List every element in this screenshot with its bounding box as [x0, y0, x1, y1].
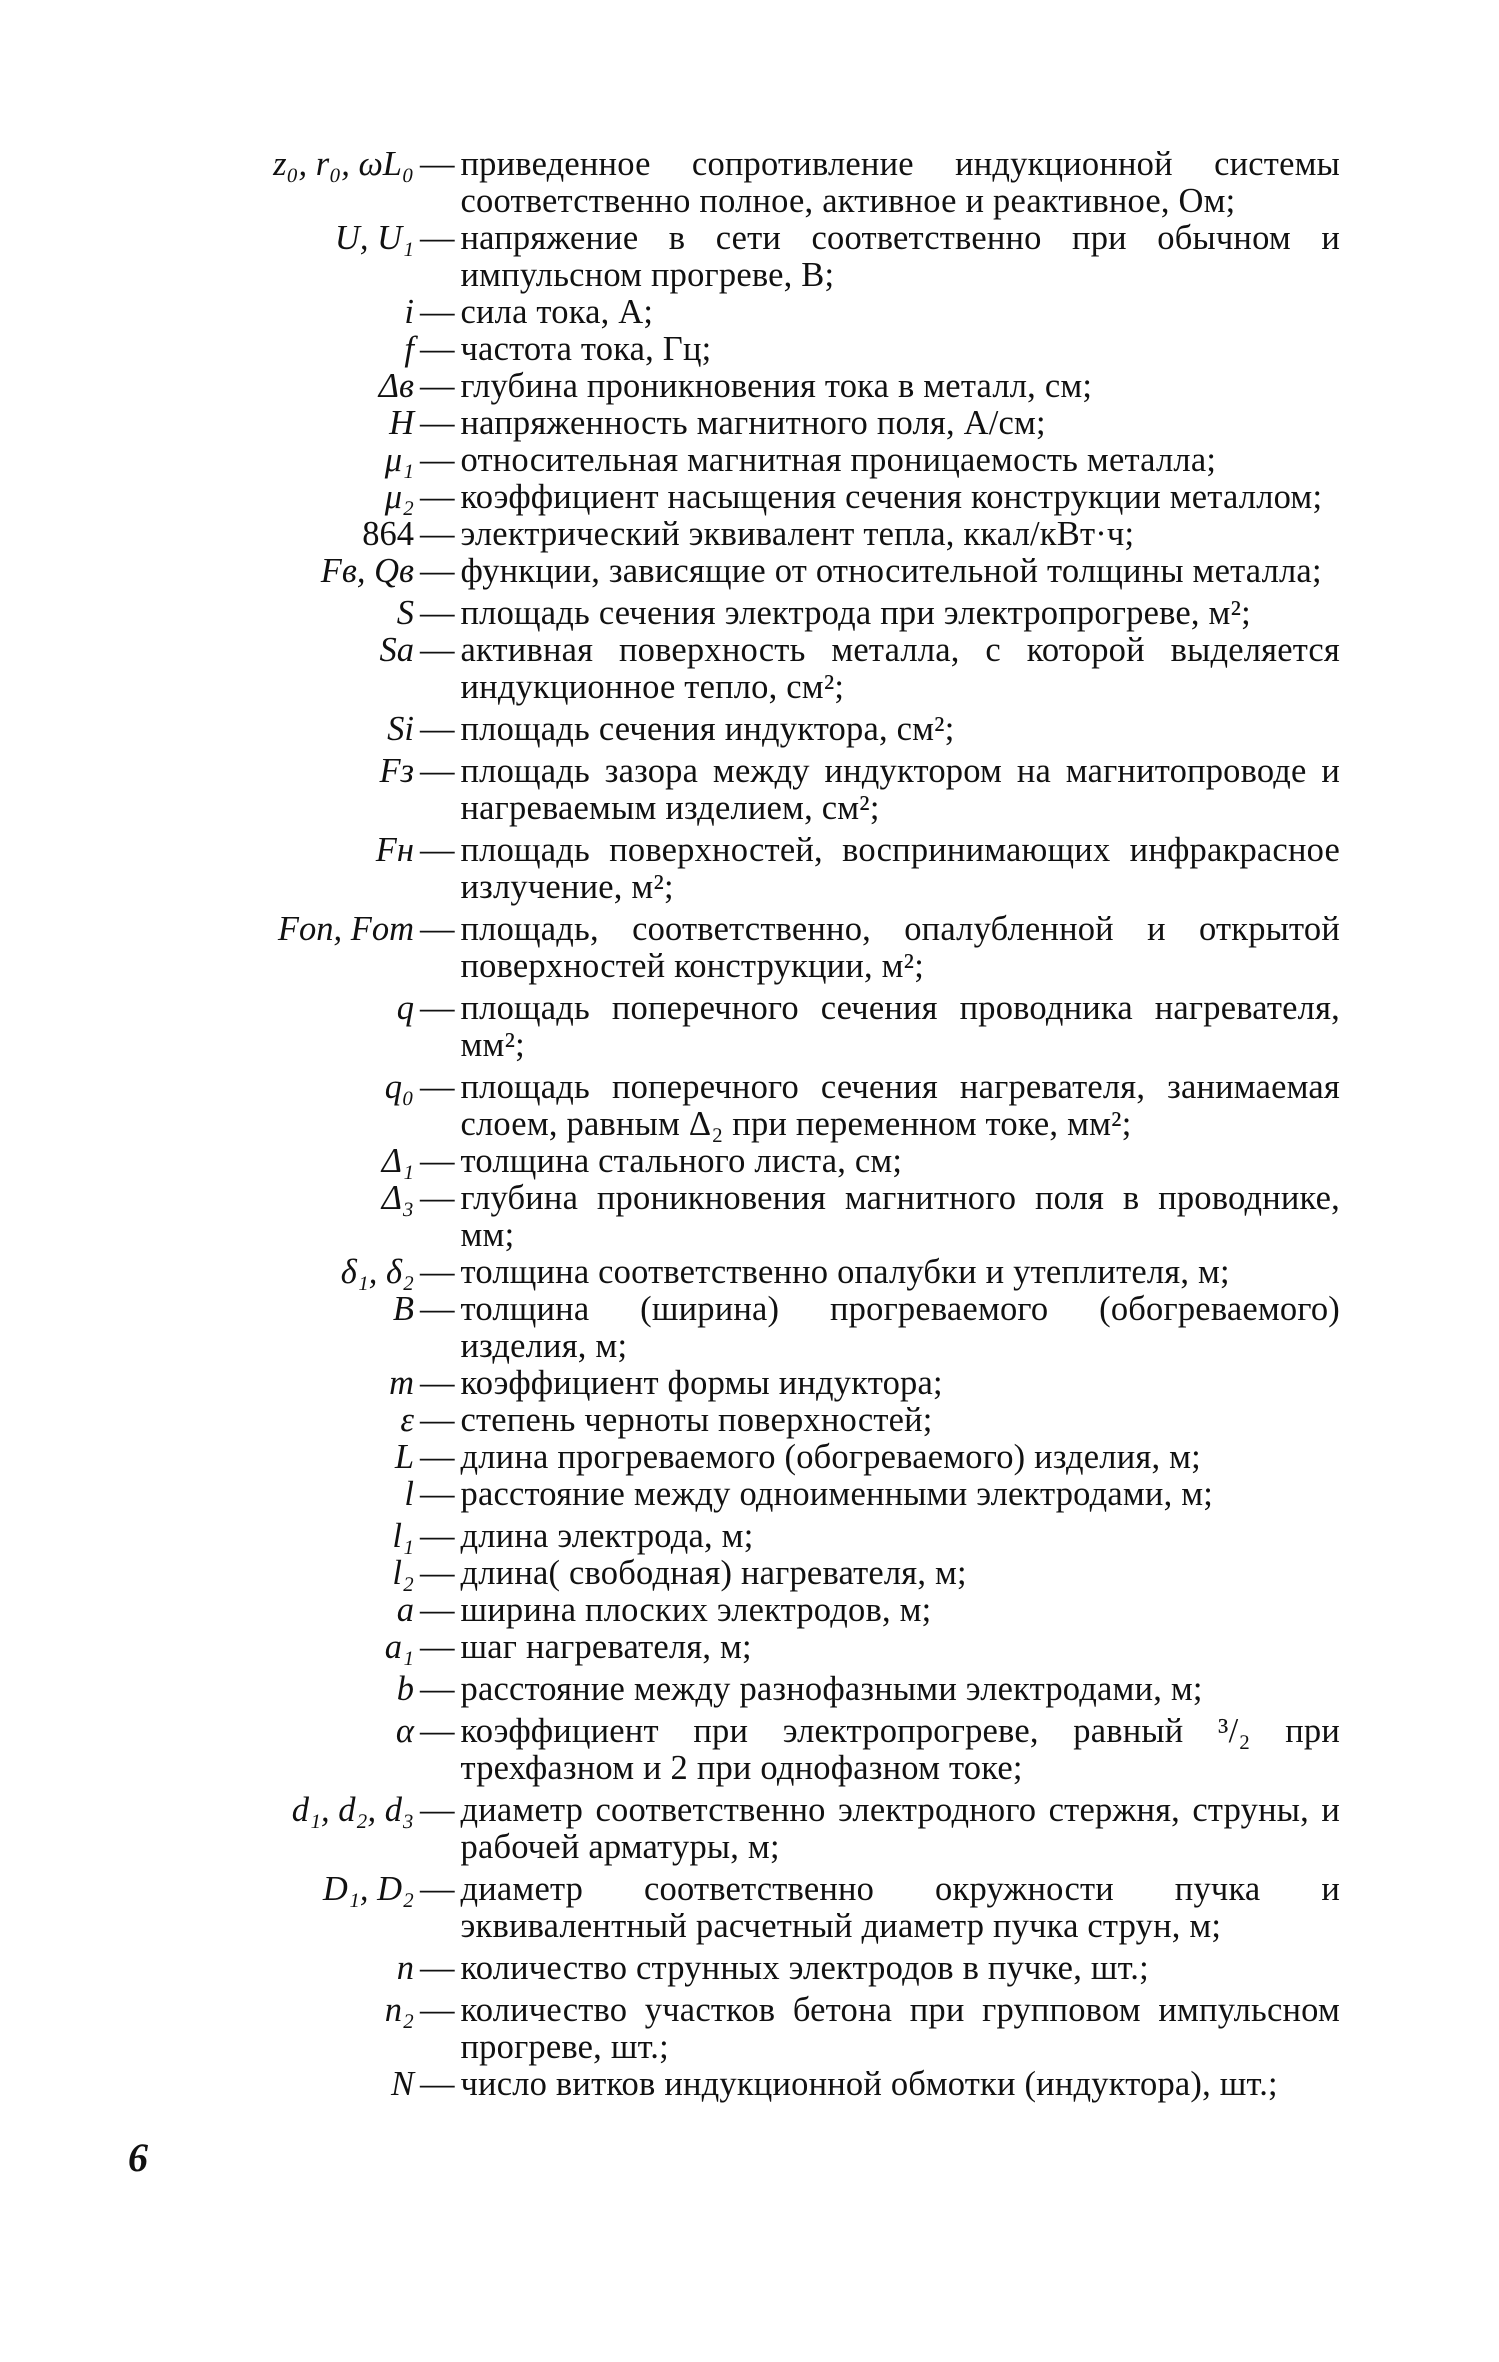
- em-dash: —: [420, 1475, 455, 1513]
- notation-definition: площадь поперечного сечения нагревателя, занимаемая слоем, равным Δ₂ при переменном токе, мм²;: [460, 1068, 1340, 1143]
- notation-entry: [150, 1871, 1340, 1945]
- notation-entry: [150, 1629, 1340, 1666]
- notation-symbol: Fв, Qв: [320, 552, 414, 590]
- notation-symbol: ε: [400, 1401, 414, 1439]
- em-dash: —: [420, 1253, 455, 1291]
- notation-entry: [150, 553, 1340, 590]
- notation-definition: сила тока, А;: [460, 293, 654, 331]
- notation-symbol: Si: [387, 710, 414, 748]
- notation-entry: [150, 1671, 1340, 1708]
- notation-definition: площадь сечения индуктора, см²;: [460, 710, 955, 748]
- em-dash: —: [420, 1401, 455, 1439]
- notation-entry: [150, 1069, 1340, 1143]
- notation-entry: [150, 1713, 1340, 1787]
- em-dash: —: [420, 1791, 455, 1829]
- em-dash: —: [420, 145, 455, 183]
- em-dash: —: [420, 1142, 455, 1180]
- notation-symbol: b: [396, 1670, 414, 1708]
- notation-entry: [150, 595, 1340, 632]
- em-dash: —: [420, 1290, 455, 1328]
- notation-definition: расстояние между разнофазными электродами, м;: [460, 1670, 1203, 1708]
- em-dash: —: [420, 1870, 455, 1908]
- notation-symbol: m: [389, 1364, 414, 1402]
- notation-entry: [150, 516, 1340, 553]
- notation-symbol: n: [396, 1949, 414, 1987]
- notation-definition: число витков индукционной обмотки (индуктора), шт.;: [460, 2065, 1278, 2103]
- notation-symbol: U, U₁: [334, 219, 414, 257]
- em-dash: —: [420, 1991, 455, 2029]
- notation-entry: [150, 632, 1340, 706]
- notation-definition: напряженность магнитного поля, А/см;: [460, 404, 1046, 442]
- notation-definition: шаг нагревателя, м;: [460, 1628, 752, 1666]
- notation-entry: [150, 1950, 1340, 1987]
- notation-symbol: i: [404, 293, 414, 331]
- notation-symbol: z₀, r₀, ωL₀: [273, 145, 414, 183]
- notation-symbol: Δ₁: [381, 1142, 414, 1180]
- notation-entry: [150, 832, 1340, 906]
- notation-symbol: μ₂: [384, 478, 414, 516]
- notation-entry: [150, 1439, 1340, 1476]
- notation-definition: количество участков бетона при групповом импульсном прогреве, шт.;: [460, 1991, 1340, 2066]
- em-dash: —: [420, 219, 455, 257]
- notation-definition: толщина стального листа, см;: [460, 1142, 903, 1180]
- notation-entry: [150, 1365, 1340, 1402]
- notation-entry: [150, 1476, 1340, 1513]
- notation-definition: площадь зазора между индуктором на магнитопроводе и нагреваемым изделием, см²;: [460, 752, 1340, 827]
- notation-symbol: μ₁: [384, 441, 414, 479]
- notation-entry: [150, 2066, 1340, 2103]
- notation-definition: относительная магнитная проницаемость металла;: [460, 441, 1217, 479]
- notation-definition: частота тока, Гц;: [460, 330, 712, 368]
- notation-definition: площадь сечения электрода при электропрогреве, м²;: [460, 594, 1251, 632]
- notation-definition: глубина проникновения тока в металл, см;: [460, 367, 1093, 405]
- notation-entry: [150, 146, 1340, 220]
- notation-definition: количество струнных электродов в пучке, шт.;: [460, 1949, 1149, 1987]
- notation-definition: толщина соответственно опалубки и утеплителя, м;: [460, 1253, 1230, 1291]
- notation-definition: диаметр соответственно окружности пучка и эквивалентный расчетный диаметр пучка струн, м;: [460, 1870, 1340, 1945]
- notation-symbol: Fн: [375, 831, 414, 869]
- em-dash: —: [420, 1628, 455, 1666]
- notation-symbol: Fз: [379, 752, 414, 790]
- notation-definition: коэффициент насыщения сечения конструкции металлом;: [460, 478, 1323, 516]
- notation-entry: [150, 1992, 1340, 2066]
- notation-definition: приведенное сопротивление индукционной системы соответственно полное, активное и реактивное, Ом;: [460, 145, 1340, 220]
- notation-entry: [150, 1254, 1340, 1291]
- notation-definition: расстояние между одноименными электродами, м;: [460, 1475, 1214, 1513]
- em-dash: —: [420, 330, 455, 368]
- notation-entry: [150, 1402, 1340, 1439]
- notation-symbol: a: [396, 1591, 414, 1629]
- notation-definition: глубина проникновения магнитного поля в проводнике, мм;: [460, 1179, 1340, 1254]
- em-dash: —: [420, 515, 455, 553]
- notation-entry: [150, 1180, 1340, 1254]
- notation-symbol: l₁: [392, 1517, 414, 1555]
- em-dash: —: [420, 752, 455, 790]
- notation-entry: [150, 405, 1340, 442]
- em-dash: —: [420, 989, 455, 1027]
- notation-definition: длина электрода, м;: [460, 1517, 754, 1555]
- notation-symbol: S: [396, 594, 414, 632]
- notation-definition: площадь, соответственно, опалубленной и открытой поверхностей конструкции, м²;: [460, 910, 1340, 985]
- notation-definition: степень черноты поверхностей;: [460, 1401, 933, 1439]
- em-dash: —: [420, 594, 455, 632]
- notation-entry: [150, 220, 1340, 294]
- em-dash: —: [420, 441, 455, 479]
- notation-entry: [150, 1518, 1340, 1555]
- notation-entry: [150, 753, 1340, 827]
- notation-definition: ширина плоских электродов, м;: [460, 1591, 932, 1629]
- em-dash: —: [420, 367, 455, 405]
- notation-entry: [150, 1143, 1340, 1180]
- notation-symbol: L: [394, 1438, 414, 1476]
- notation-definition: площадь поперечного сечения проводника нагревателя, мм²;: [460, 989, 1340, 1064]
- em-dash: —: [420, 710, 455, 748]
- notation-symbol: Fоп, Fот: [277, 910, 414, 948]
- notation-definition: коэффициент при электропрогреве, равный ³/₂ при трехфазном и 2 при однофазном токе;: [460, 1712, 1340, 1787]
- notation-symbol: Δ₃: [381, 1179, 414, 1217]
- em-dash: —: [420, 2065, 455, 2103]
- notation-symbol: D₁, D₂: [322, 1870, 414, 1908]
- em-dash: —: [420, 1438, 455, 1476]
- em-dash: —: [420, 293, 455, 331]
- em-dash: —: [420, 1517, 455, 1555]
- notation-symbol: Sа: [379, 631, 414, 669]
- notation-symbol: 864: [362, 515, 414, 553]
- notation-symbol: a₁: [384, 1628, 414, 1666]
- em-dash: —: [420, 1554, 455, 1592]
- notation-entry: [150, 911, 1340, 985]
- em-dash: —: [420, 831, 455, 869]
- notation-entry: [150, 1792, 1340, 1866]
- notation-definition: активная поверхность металла, с которой выделяется индукционное тепло, см²;: [460, 631, 1340, 706]
- notation-entry: [150, 1555, 1340, 1592]
- em-dash: —: [420, 1712, 455, 1750]
- em-dash: —: [420, 1591, 455, 1629]
- notation-symbol: f: [404, 330, 414, 368]
- page-number: 6: [128, 2135, 148, 2180]
- em-dash: —: [420, 1949, 455, 1987]
- notation-entry: [150, 711, 1340, 748]
- em-dash: —: [420, 1179, 455, 1217]
- notation-definition: площадь поверхностей, воспринимающих инфракрасное излучение, м²;: [460, 831, 1340, 906]
- notation-symbol: q₀: [384, 1068, 414, 1106]
- notation-entry: [150, 990, 1340, 1064]
- notation-entry: [150, 442, 1340, 479]
- notation-symbol: n₂: [384, 1991, 414, 2029]
- notation-entry: [150, 1291, 1340, 1365]
- notation-symbol: l₂: [392, 1554, 414, 1592]
- notation-definition: коэффициент формы индуктора;: [460, 1364, 943, 1402]
- em-dash: —: [420, 910, 455, 948]
- notation-symbol: Δв: [378, 367, 414, 405]
- notation-entry: [150, 1592, 1340, 1629]
- notation-definition: электрический эквивалент тепла, ккал/кВт·ч;: [460, 515, 1135, 553]
- notation-definition: длина( свободная) нагревателя, м;: [460, 1554, 967, 1592]
- notation-symbol: N: [390, 2065, 414, 2103]
- notation-entry: [150, 479, 1340, 516]
- notation-definition: напряжение в сети соответственно при обычном и импульсном прогреве, В;: [460, 219, 1340, 294]
- notation-symbol: q: [396, 989, 414, 1027]
- em-dash: —: [420, 478, 455, 516]
- notation-definition: функции, зависящие от относительной толщины металла;: [460, 552, 1322, 590]
- notation-symbol: δ₁, δ₂: [340, 1253, 414, 1291]
- notation-definition: длина прогреваемого (обогреваемого) изделия, м;: [460, 1438, 1201, 1476]
- notation-symbol: d₁, d₂, d₃: [291, 1791, 414, 1829]
- notation-entry: [150, 331, 1340, 368]
- em-dash: —: [420, 1670, 455, 1708]
- em-dash: —: [420, 1364, 455, 1402]
- notation-symbol: H: [389, 404, 414, 442]
- em-dash: —: [420, 404, 455, 442]
- em-dash: —: [420, 552, 455, 590]
- notation-symbol: B: [392, 1290, 414, 1328]
- notation-definition: диаметр соответственно электродного стержня, струны, и рабочей арматуры, м;: [460, 1791, 1340, 1866]
- em-dash: —: [420, 1068, 455, 1106]
- notation-symbol: l: [404, 1475, 414, 1513]
- em-dash: —: [420, 631, 455, 669]
- notation-entry: [150, 368, 1340, 405]
- notation-symbol: α: [395, 1712, 414, 1750]
- notation-entry: [150, 294, 1340, 331]
- notation-definition: толщина (ширина) прогреваемого (обогреваемого) изделия, м;: [460, 1290, 1340, 1365]
- notation-list: [150, 146, 1340, 2103]
